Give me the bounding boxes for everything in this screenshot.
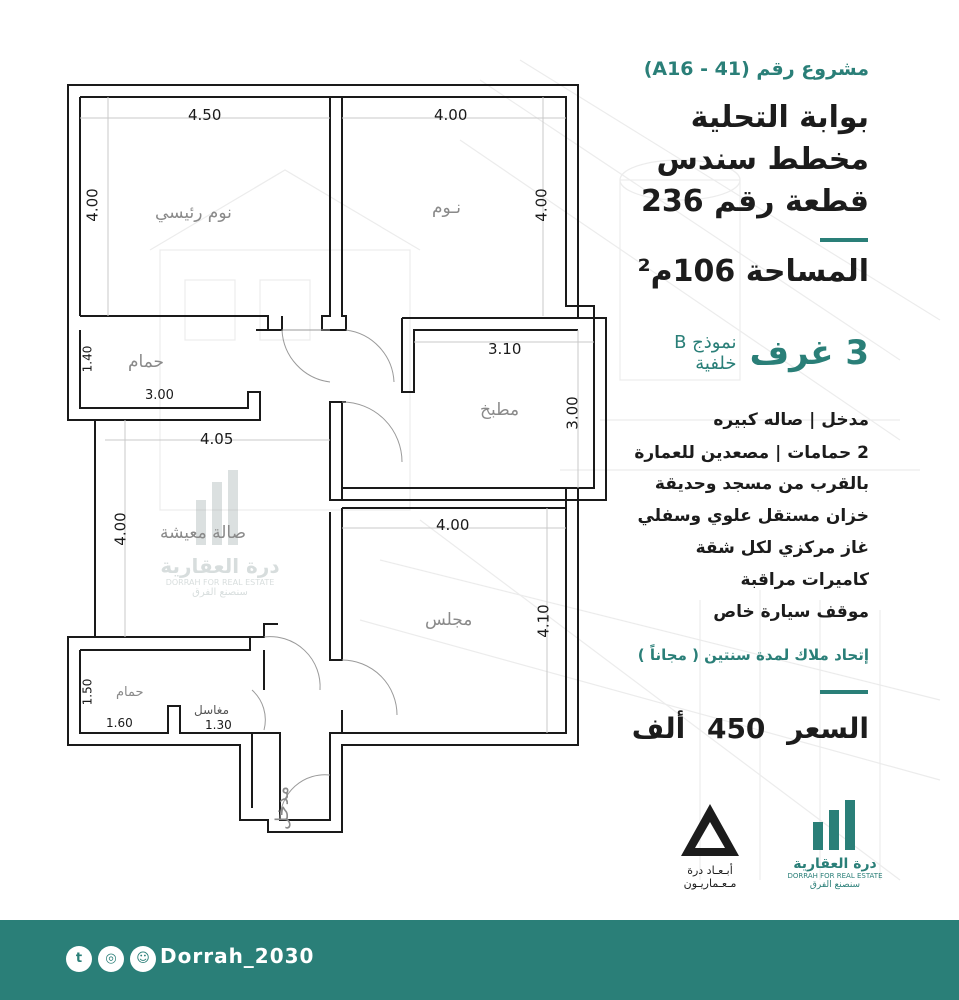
outer-wall	[68, 85, 606, 832]
dorrah-en: DORRAH FOR REAL ESTATE	[787, 872, 883, 880]
dim-bath2-width: 1.60	[106, 716, 133, 730]
dorrah-name: درة العقارية	[793, 856, 877, 872]
model-position: خلفية	[695, 353, 737, 374]
abaad-logo	[660, 800, 760, 890]
feature-1: مدخل | صاله كبيره	[713, 410, 869, 430]
watermark-en: DORRAH FOR REAL ESTATE	[165, 578, 275, 587]
dim-master-height: 4.00	[83, 188, 102, 222]
dim-kitchen-width: 3.10	[488, 340, 522, 358]
room-label-bedroom: نـوم	[432, 198, 462, 218]
dim-bath1-width: 3.00	[145, 388, 174, 403]
dorrah-tag: سنصنع الفرق	[809, 880, 861, 890]
dim-majlis-height: 4.10	[534, 604, 553, 638]
feature-6: كاميرات مراقبة	[740, 570, 869, 590]
model-block	[674, 332, 869, 374]
room-label-sinks: مغاسل	[194, 703, 230, 717]
dorrah-bars-icon	[807, 800, 863, 852]
watermark-name: درة العقارية	[160, 554, 280, 578]
title-line-3: قطعة رقم 236	[641, 184, 869, 219]
feature-7: موقف سيارة خاص	[713, 602, 869, 622]
room-label-bathroom-1: حمام	[128, 352, 165, 372]
watermark-tag: سنصنع الفرق	[192, 587, 248, 598]
dim-bath2-height: 1.50	[80, 678, 95, 706]
dim-living-height: 4.00	[111, 512, 130, 546]
area-value: 106م²	[637, 254, 736, 289]
price-label: السعر	[787, 712, 869, 745]
room-label-master-bedroom: نوم رئيسي	[155, 203, 232, 223]
divider-2	[820, 690, 868, 694]
abaad-line-2: مـعـماريـون	[683, 877, 737, 890]
footer-bar	[0, 920, 959, 1000]
abaad-line-1: أبـعـاد درة	[687, 864, 733, 877]
dim-master-width: 4.50	[188, 106, 222, 124]
social-handle[interactable]: Dorrah_2030	[160, 944, 315, 968]
dim-bedroom-width: 4.00	[434, 106, 468, 124]
dim-living-width: 4.05	[200, 430, 234, 448]
dim-bath1-height: 1.40	[80, 345, 95, 373]
instagram-icon[interactable]: ◎	[98, 946, 124, 972]
dim-majlis-width: 4.00	[436, 516, 470, 534]
snapchat-icon[interactable]: ☺	[130, 946, 156, 972]
price-line	[632, 712, 869, 745]
feature-2: 2 حمامات | مصعدين للعمارة	[634, 443, 869, 463]
project-number: (A16 - 41)	[643, 58, 750, 80]
rooms-count: 3 غرف	[749, 333, 869, 373]
feature-3: بالقرب من مسجد وحديقة	[654, 474, 869, 494]
feature-4: خزان مستقل علوي وسفلي	[637, 506, 869, 526]
model-name: نموذج B	[674, 332, 737, 353]
model-sub	[674, 332, 736, 374]
dorrah-logo	[780, 800, 890, 890]
owners-note: إتحاد ملاك لمدة سنتين ( مجاناً )	[637, 646, 869, 664]
triangle-logo-icon	[677, 800, 743, 860]
title-line-1: بوابة التحلية	[690, 100, 869, 135]
price-unit: ألف	[631, 712, 686, 745]
room-label-kitchen: مطبخ	[480, 400, 520, 420]
project-line	[644, 58, 869, 80]
feature-5: غاز مركزي لكل شقة	[695, 538, 869, 558]
dim-bedroom-height: 4.00	[532, 188, 551, 222]
area-line	[638, 252, 870, 293]
price-value: 450	[706, 712, 766, 745]
room-label-living: صالة معيشة	[160, 523, 247, 543]
room-label-majlis: مجلس	[425, 610, 473, 630]
room-label-bathroom-2: حمام	[116, 685, 144, 700]
project-label: مشروع رقم	[756, 58, 869, 80]
twitter-icon[interactable]: t	[66, 946, 92, 972]
area-label: المساحة	[745, 254, 869, 289]
room-label-entrance: مدخل	[272, 786, 293, 830]
divider-1	[820, 238, 868, 242]
dim-kitchen-height: 3.00	[563, 396, 582, 430]
dim-sinks-width: 1.30	[205, 718, 232, 732]
title-line-2: مخطط سندس	[656, 142, 869, 177]
